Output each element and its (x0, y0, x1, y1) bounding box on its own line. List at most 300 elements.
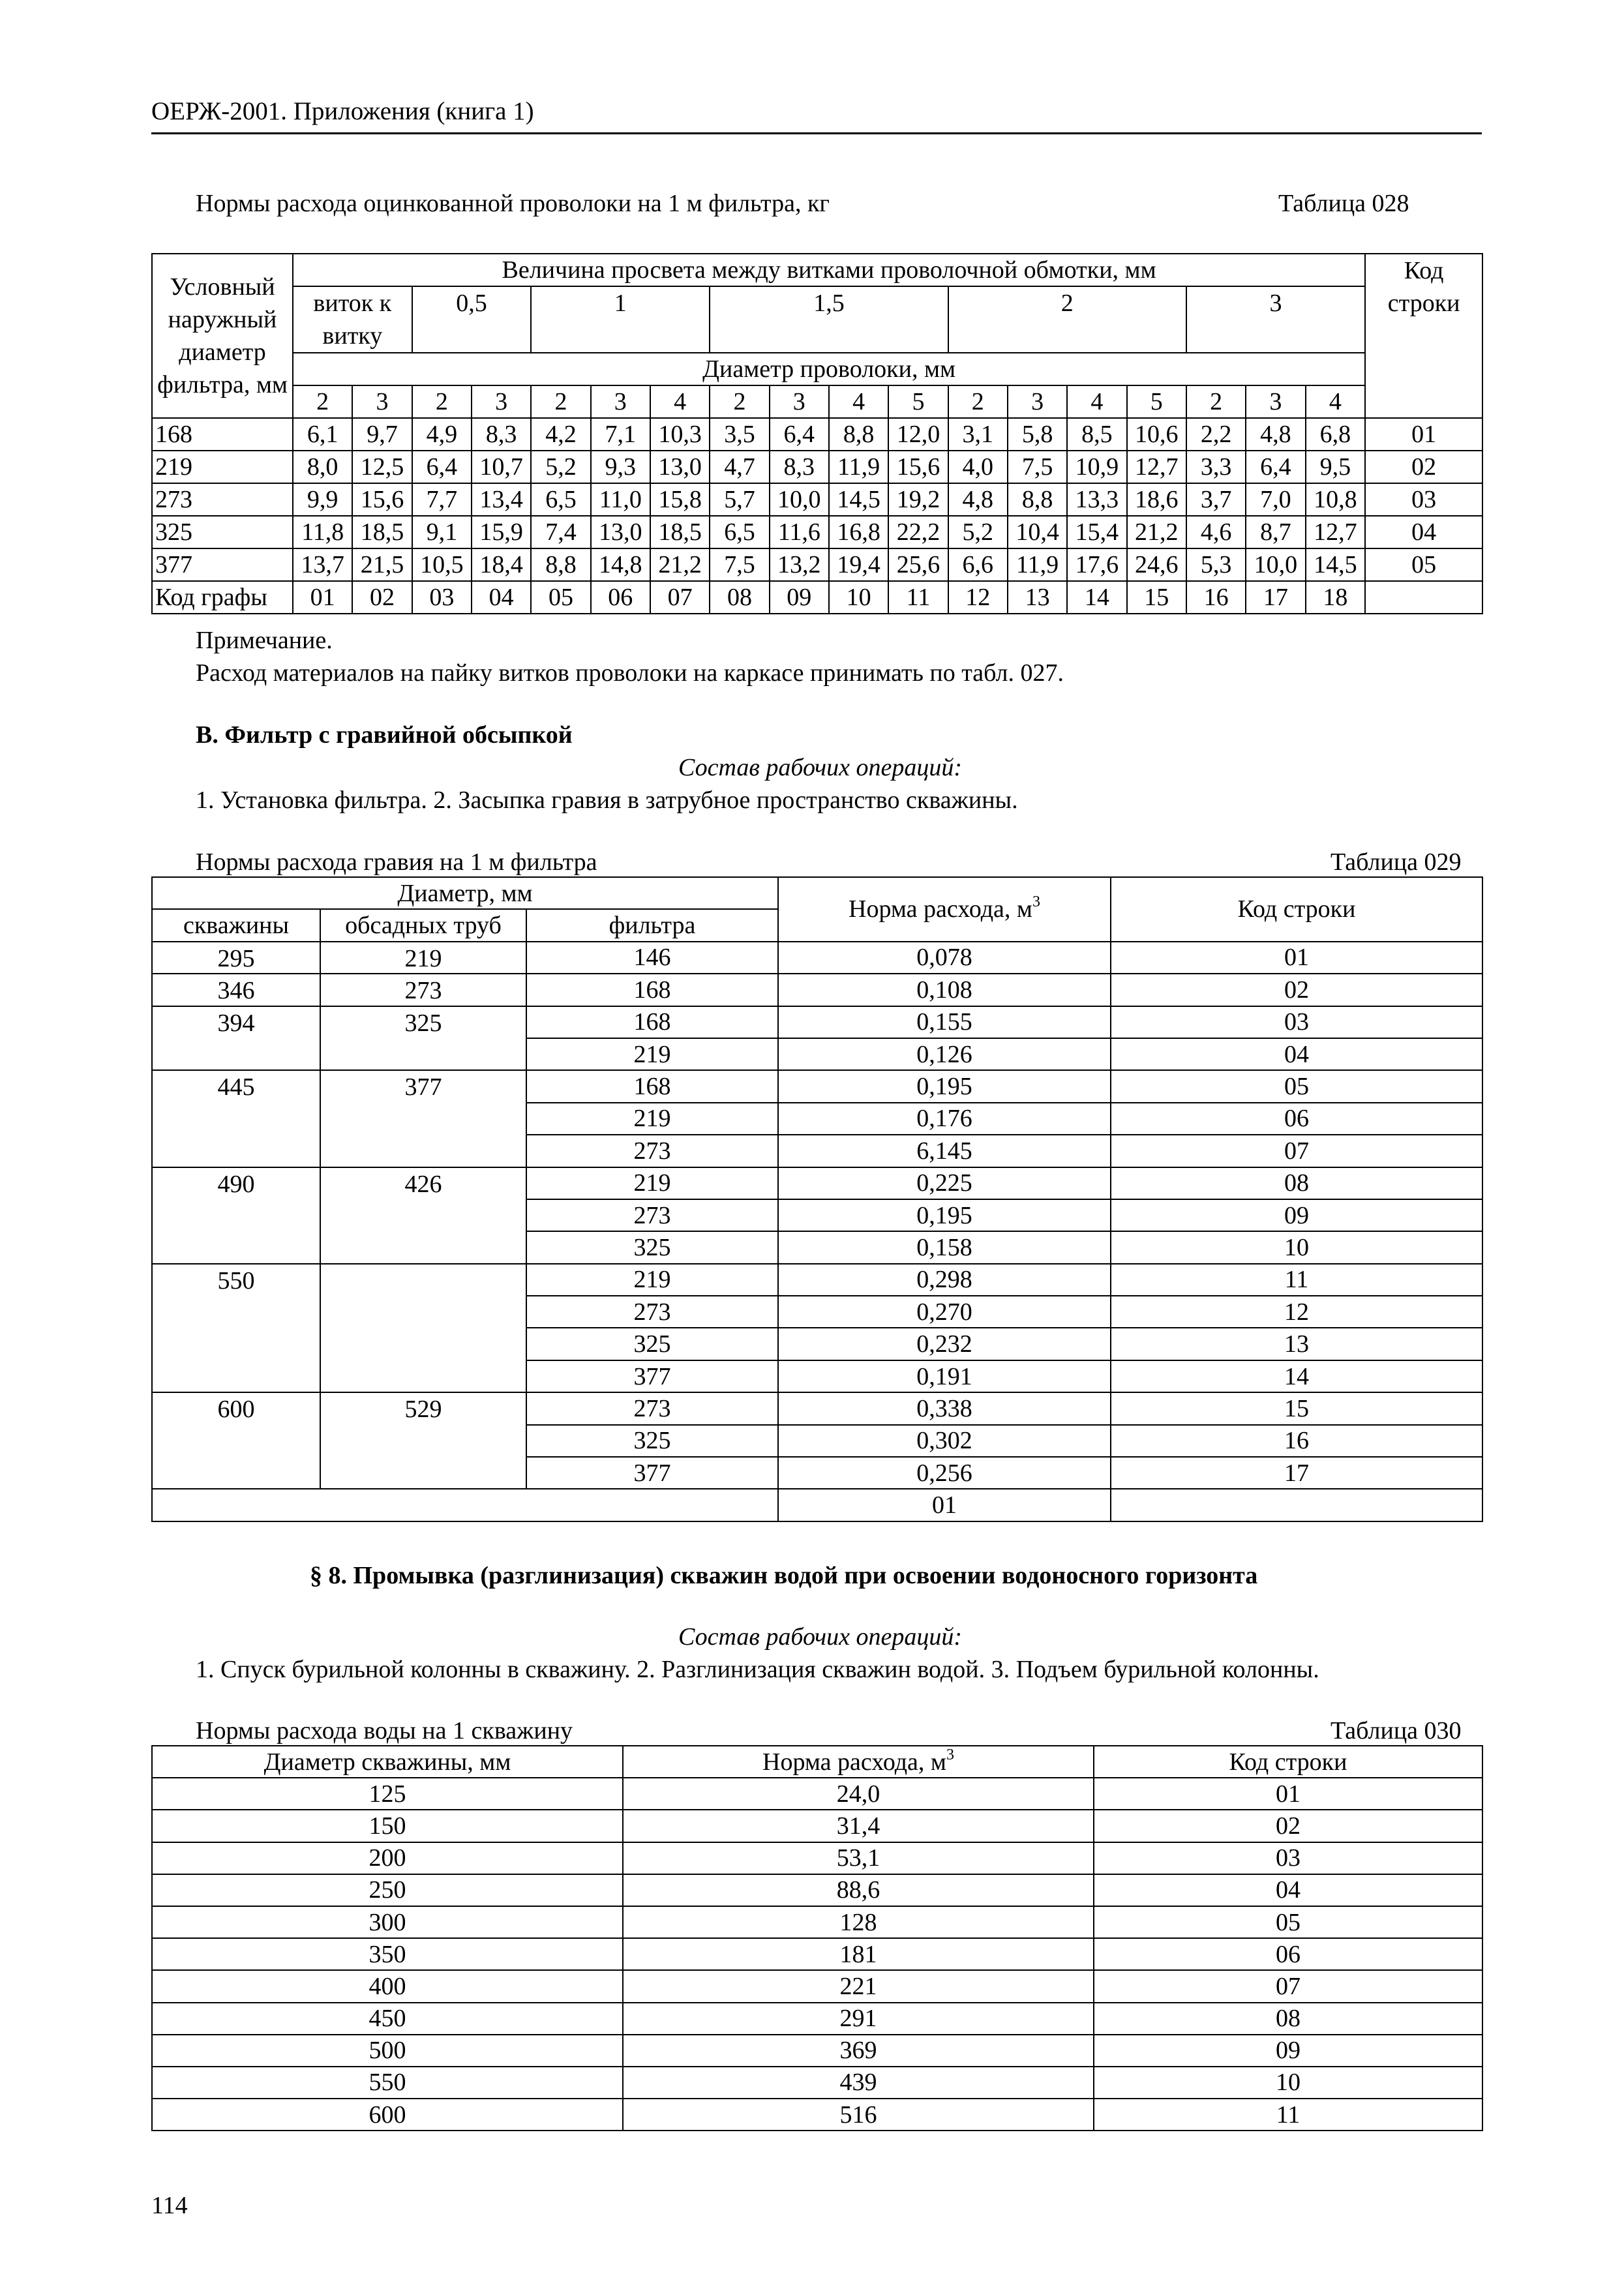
t029-head-row-1 (152, 877, 1482, 909)
table-row (152, 516, 1482, 548)
t030-norm: 439 (623, 2067, 1094, 2099)
t028-cell: 8,7 (1246, 516, 1305, 548)
t029-casing: 377 (320, 1070, 526, 1167)
table-row (152, 1392, 1482, 1424)
t028-cell: 5,2 (531, 451, 590, 483)
t028-colcode: 14 (1067, 581, 1126, 614)
t029-filter: 273 (526, 1296, 778, 1328)
t028-cell: 21,2 (1127, 516, 1186, 548)
t028-cell: 9,5 (1306, 451, 1366, 483)
t028-cell: 10,4 (1008, 516, 1067, 548)
t028-wire-1: 3 (352, 385, 412, 418)
t029-footer-empty-2 (1111, 1489, 1482, 1521)
t028-colcode: 10 (829, 581, 888, 614)
t030-code: 01 (1094, 1778, 1482, 1810)
t028-cell: 11,8 (293, 516, 352, 548)
t028-colcode: 13 (1008, 581, 1067, 614)
t029-well: 490 (152, 1167, 320, 1264)
t030-code: 10 (1094, 2067, 1482, 2099)
t029-casing (320, 1264, 526, 1393)
t029-code: 08 (1111, 1167, 1482, 1199)
t028-cell: 19,2 (888, 483, 948, 516)
t028-colcode: 07 (650, 581, 710, 614)
t028-cell: 8,5 (1067, 418, 1126, 451)
table-row (152, 1070, 1482, 1102)
t028-colcode: 17 (1246, 581, 1305, 614)
t028-cell: 13,3 (1067, 483, 1126, 516)
t029-norm: 0,126 (778, 1038, 1111, 1070)
t028-cell: 10,5 (412, 548, 472, 581)
t028-wire-9: 4 (829, 385, 888, 418)
t029-filter: 219 (526, 1167, 778, 1199)
t028-cell: 13,2 (770, 548, 829, 581)
t028-cell: 8,8 (1008, 483, 1067, 516)
t028-colcode-empty (1365, 581, 1482, 614)
t030-norm: 53,1 (623, 1842, 1094, 1874)
t028-cell: 19,4 (829, 548, 888, 581)
t029-norm: 0,270 (778, 1296, 1111, 1328)
t029-well: 600 (152, 1392, 320, 1489)
t028-cell: 10,7 (472, 451, 531, 483)
t029-code: 05 (1111, 1070, 1482, 1102)
table-row (152, 483, 1482, 516)
t028-cell: 10,9 (1067, 451, 1126, 483)
t029-code: 04 (1111, 1038, 1482, 1070)
t029-norm: 0,302 (778, 1425, 1111, 1457)
t028-cell: 4,6 (1186, 516, 1246, 548)
table-row (152, 1264, 1482, 1296)
t028-head-row-1 (152, 254, 1482, 286)
section-8-ops-title: Состав рабочих операций: (678, 1623, 963, 1651)
t030-diam: 500 (152, 2035, 623, 2067)
t028-cell: 7,0 (1246, 483, 1305, 516)
table029-label: Таблица 029 (1331, 848, 1462, 876)
t028-row-code: 05 (1365, 548, 1482, 581)
table-row (152, 418, 1482, 451)
t028-cell: 12,5 (352, 451, 412, 483)
t028-cell: 18,6 (1127, 483, 1186, 516)
t028-cell: 8,8 (531, 548, 590, 581)
t028-colcode: 01 (293, 581, 352, 614)
t029-casing: 529 (320, 1392, 526, 1489)
t029-norm: 0,176 (778, 1103, 1111, 1135)
t029-head-filter: фильтра (526, 909, 778, 941)
t028-cell: 5,2 (948, 516, 1008, 548)
t029-casing: 325 (320, 1006, 526, 1071)
t029-footer-empty (152, 1489, 778, 1521)
t029-filter: 273 (526, 1135, 778, 1167)
t028-gap-1: 0,5 (412, 286, 532, 353)
t028-cell: 16,8 (829, 516, 888, 548)
t028-cell: 10,3 (650, 418, 710, 451)
t029-norm: 0,232 (778, 1328, 1111, 1360)
t030-diam: 400 (152, 1970, 623, 2002)
section-8-ops: 1. Спуск бурильной колонны в скважину. 2. Разглинизация скважин водой. 3. Подъем бурильной колонны. (196, 1656, 1319, 1683)
t028-gap-5: 3 (1186, 286, 1365, 353)
t029-well: 445 (152, 1070, 320, 1167)
t028-gap-2: 1 (531, 286, 710, 353)
table-row (152, 1810, 1482, 1842)
t028-cell: 8,0 (293, 451, 352, 483)
t028-cell: 8,3 (770, 451, 829, 483)
t030-code: 03 (1094, 1842, 1482, 1874)
table-row (152, 1006, 1482, 1038)
t028-cell: 21,2 (650, 548, 710, 581)
t029-filter: 325 (526, 1231, 778, 1263)
t028-cell: 12,7 (1306, 516, 1366, 548)
t028-wire-3: 3 (472, 385, 531, 418)
t028-cell: 13,4 (472, 483, 531, 516)
t028-cell: 4,0 (948, 451, 1008, 483)
table-row (152, 2035, 1482, 2067)
table-row (152, 548, 1482, 581)
t028-cell: 6,6 (948, 548, 1008, 581)
t029-filter: 325 (526, 1425, 778, 1457)
t028-cell: 9,1 (412, 516, 472, 548)
table-row (152, 1906, 1482, 1938)
t030-code: 05 (1094, 1906, 1482, 1938)
t028-cell: 7,5 (710, 548, 769, 581)
t030-head-row (152, 1746, 1482, 1778)
t029-well: 346 (152, 974, 320, 1006)
t028-cell: 14,5 (829, 483, 888, 516)
t029-filter: 273 (526, 1199, 778, 1231)
table-row (152, 451, 1482, 483)
t029-code: 09 (1111, 1199, 1482, 1231)
table028-label: Таблица 028 (1278, 190, 1409, 217)
t028-row-diam: 219 (152, 451, 293, 483)
t030-diam: 150 (152, 1810, 623, 1842)
t028-cell: 18,4 (472, 548, 531, 581)
t030-head-norm-sup: 3 (946, 1746, 954, 1763)
t029-code: 13 (1111, 1328, 1482, 1360)
t028-cell: 18,5 (352, 516, 412, 548)
t028-colcode: 04 (472, 581, 531, 614)
t028-cell: 4,8 (1246, 418, 1305, 451)
t028-colcode-label: Код графы (152, 581, 293, 614)
t028-head-row-4 (152, 385, 1482, 418)
t028-head-row-2 (152, 286, 1482, 353)
t029-norm: 0,256 (778, 1457, 1111, 1489)
t030-code: 04 (1094, 1874, 1482, 1906)
table-row (152, 2067, 1482, 2099)
t028-cell: 13,0 (591, 516, 650, 548)
table-row (152, 942, 1482, 974)
t029-code: 11 (1111, 1264, 1482, 1296)
t029-footer-code: 01 (778, 1489, 1111, 1521)
t029-code: 16 (1111, 1425, 1482, 1457)
t028-cell: 15,6 (888, 451, 948, 483)
t028-colcode: 02 (352, 581, 412, 614)
t028-cell: 9,7 (352, 418, 412, 451)
t029-head-casing: обсадных труб (320, 909, 526, 941)
t029-filter: 219 (526, 1103, 778, 1135)
t030-code: 06 (1094, 1938, 1482, 1970)
t029-norm: 0,158 (778, 1231, 1111, 1263)
t028-cell: 10,0 (1246, 548, 1305, 581)
t029-norm: 0,108 (778, 974, 1111, 1006)
t029-code: 14 (1111, 1360, 1482, 1392)
t030-diam: 250 (152, 1874, 623, 1906)
t029-head-norm: Норма расхода, $м^3$ (778, 877, 1111, 942)
t028-wire-8: 3 (770, 385, 829, 418)
table-029 (151, 876, 1483, 1522)
t028-wire-10: 5 (888, 385, 948, 418)
t029-filter: 219 (526, 1264, 778, 1296)
t028-cell: 3,3 (1186, 451, 1246, 483)
t029-code: 06 (1111, 1103, 1482, 1135)
t028-row-diam: 377 (152, 548, 293, 581)
t028-cell: 7,7 (412, 483, 472, 516)
header-rule (151, 132, 1482, 134)
table028-caption: Нормы расхода оцинкованной проволоки на 1 м фильтра, кг (196, 190, 830, 217)
t028-colcode: 05 (531, 581, 590, 614)
t028-wire-4: 2 (531, 385, 590, 418)
t029-norm: 0,195 (778, 1070, 1111, 1102)
t029-code: 01 (1111, 942, 1482, 974)
section-b-title: В. Фильтр с гравийной обсыпкой (196, 721, 573, 749)
t030-norm: 369 (623, 2035, 1094, 2067)
table-row (152, 1874, 1482, 1906)
t029-norm: 0,338 (778, 1392, 1111, 1424)
t030-norm: 128 (623, 1906, 1094, 1938)
t028-cell: 3,1 (948, 418, 1008, 451)
t028-head-code: Код строки (1365, 254, 1482, 418)
section-b-ops-title: Состав рабочих операций: (678, 754, 963, 781)
t028-cell: 15,9 (472, 516, 531, 548)
t028-cell: 9,3 (591, 451, 650, 483)
t029-filter: 325 (526, 1328, 778, 1360)
t029-norm: 0,155 (778, 1006, 1111, 1038)
t028-colcode: 12 (948, 581, 1008, 614)
t028-cell: 21,5 (352, 548, 412, 581)
table-row (152, 2099, 1482, 2131)
table-row (152, 1970, 1482, 2002)
t028-cell: 7,1 (591, 418, 650, 451)
table-row (152, 1938, 1482, 1970)
t028-cell: 14,8 (591, 548, 650, 581)
t030-head-diam: Диаметр скважины, мм (152, 1746, 623, 1778)
t028-cell: 11,9 (1008, 548, 1067, 581)
t028-gap-3: 1,5 (710, 286, 948, 353)
t028-cell: 6,4 (1246, 451, 1305, 483)
t028-cell: 11,0 (591, 483, 650, 516)
t029-footer-row (152, 1489, 1482, 1521)
t030-norm: 88,6 (623, 1874, 1094, 1906)
table028-note-title: Примечание. (196, 627, 333, 654)
table-row (152, 1778, 1482, 1810)
t028-cell: 22,2 (888, 516, 948, 548)
t028-wire-12: 3 (1008, 385, 1067, 418)
t028-cell: 4,7 (710, 451, 769, 483)
t028-cell: 18,5 (650, 516, 710, 548)
t029-head-norm-sup: 3 (1032, 893, 1040, 911)
t030-code: 08 (1094, 2003, 1482, 2035)
t028-wire-16: 3 (1246, 385, 1305, 418)
t028-wire-2: 2 (412, 385, 472, 418)
t028-wire-17: 4 (1306, 385, 1366, 418)
t029-filter: 168 (526, 974, 778, 1006)
t028-head-row-3 (152, 353, 1482, 385)
t028-cell: 6,4 (770, 418, 829, 451)
t028-colcode: 09 (770, 581, 829, 614)
t029-code: 12 (1111, 1296, 1482, 1328)
t030-diam: 125 (152, 1778, 623, 1810)
t029-filter: 168 (526, 1070, 778, 1102)
t029-filter: 146 (526, 942, 778, 974)
table-028 (151, 253, 1483, 614)
t029-filter: 377 (526, 1457, 778, 1489)
t029-casing: 273 (320, 974, 526, 1006)
section-8-title: § 8. Промывка (разглинизация) скважин водой при освоении водоносного горизонта (310, 1562, 1258, 1589)
t028-cell: 10,0 (770, 483, 829, 516)
t030-norm: 291 (623, 2003, 1094, 2035)
t028-cell: 10,8 (1306, 483, 1366, 516)
t028-wire-7: 2 (710, 385, 769, 418)
t029-filter: 273 (526, 1392, 778, 1424)
t028-cell: 6,8 (1306, 418, 1366, 451)
t029-norm: 0,191 (778, 1360, 1111, 1392)
t028-row-code: 01 (1365, 418, 1482, 451)
t028-cell: 5,3 (1186, 548, 1246, 581)
t028-cell: 5,8 (1008, 418, 1067, 451)
t029-filter: 168 (526, 1006, 778, 1038)
t028-cell: 6,1 (293, 418, 352, 451)
page-number: 114 (151, 2192, 188, 2219)
t030-diam: 200 (152, 1842, 623, 1874)
t028-head-gap: Величина просвета между витками проволочной обмотки, мм (293, 254, 1365, 286)
t028-cell: 7,4 (531, 516, 590, 548)
t029-code: 15 (1111, 1392, 1482, 1424)
t028-cell: 9,9 (293, 483, 352, 516)
t030-code: 02 (1094, 1810, 1482, 1842)
t030-norm: 31,4 (623, 1810, 1094, 1842)
t028-colcode: 06 (591, 581, 650, 614)
t028-cell: 2,2 (1186, 418, 1246, 451)
t028-row-code: 03 (1365, 483, 1482, 516)
t028-colcode: 08 (710, 581, 769, 614)
t028-cell: 3,5 (710, 418, 769, 451)
t030-diam: 600 (152, 2099, 623, 2131)
t028-wire-6: 4 (650, 385, 710, 418)
t029-norm: 0,298 (778, 1264, 1111, 1296)
table-row (152, 2003, 1482, 2035)
t028-head-diam: Условный наружный диаметр фильтра, мм (152, 254, 293, 418)
t029-code: 02 (1111, 974, 1482, 1006)
t028-row-code: 02 (1365, 451, 1482, 483)
t028-colcode: 15 (1127, 581, 1186, 614)
t029-norm: 6,145 (778, 1135, 1111, 1167)
t029-code: 03 (1111, 1006, 1482, 1038)
table-030 (151, 1745, 1483, 2131)
t028-cell: 8,8 (829, 418, 888, 451)
t028-wire-13: 4 (1067, 385, 1126, 418)
t028-cell: 24,6 (1127, 548, 1186, 581)
t028-cell: 13,7 (293, 548, 352, 581)
t028-colcode-row (152, 581, 1482, 614)
t028-cell: 17,6 (1067, 548, 1126, 581)
t028-gap-4: 2 (948, 286, 1186, 353)
t029-norm: 0,078 (778, 942, 1111, 974)
t029-well: 295 (152, 942, 320, 974)
t029-code: 10 (1111, 1231, 1482, 1263)
table029-caption: Нормы расхода гравия на 1 м фильтра (196, 848, 597, 876)
running-header: ОЕРЖ-2001. Приложения (книга 1) (151, 97, 534, 125)
t028-cell: 15,6 (352, 483, 412, 516)
t030-diam: 550 (152, 2067, 623, 2099)
t029-casing: 219 (320, 942, 526, 974)
t028-wire-15: 2 (1186, 385, 1246, 418)
t029-head-well: скважины (152, 909, 320, 941)
t028-head-wire: Диаметр проволоки, мм (293, 353, 1365, 385)
t028-cell: 14,5 (1306, 548, 1366, 581)
t028-cell: 11,9 (829, 451, 888, 483)
t028-cell: 12,7 (1127, 451, 1186, 483)
section-b-ops: 1. Установка фильтра. 2. Засыпка гравия в затрубное пространство скважины. (196, 786, 1018, 814)
t028-cell: 15,4 (1067, 516, 1126, 548)
t029-well: 550 (152, 1264, 320, 1393)
table030-caption: Нормы расхода воды на 1 скважину (196, 1717, 573, 1744)
t030-norm: 181 (623, 1938, 1094, 1970)
t028-row-diam: 168 (152, 418, 293, 451)
t029-well: 394 (152, 1006, 320, 1071)
t029-head-code: Код строки (1111, 877, 1482, 942)
table-row (152, 1842, 1482, 1874)
t028-cell: 25,6 (888, 548, 948, 581)
t028-cell: 5,7 (710, 483, 769, 516)
t030-diam: 450 (152, 2003, 623, 2035)
t030-code: 09 (1094, 2035, 1482, 2067)
t030-norm: 221 (623, 1970, 1094, 2002)
t028-cell: 12,0 (888, 418, 948, 451)
t028-colcode: 11 (888, 581, 948, 614)
t028-cell: 4,8 (948, 483, 1008, 516)
t029-head-diam: Диаметр, мм (152, 877, 778, 909)
t029-filter: 219 (526, 1038, 778, 1070)
t028-wire-0: 2 (293, 385, 352, 418)
t030-code: 07 (1094, 1970, 1482, 2002)
t030-norm: 24,0 (623, 1778, 1094, 1810)
table028-note-text: Расход материалов на пайку витков проволоки на каркасе принимать по табл. 027. (196, 659, 1064, 687)
t028-wire-14: 5 (1127, 385, 1186, 418)
table-row (152, 974, 1482, 1006)
t030-diam: 350 (152, 1938, 623, 1970)
t028-colcode: 18 (1306, 581, 1366, 614)
t028-colcode: 16 (1186, 581, 1246, 614)
t028-wire-5: 3 (591, 385, 650, 418)
t030-norm: 516 (623, 2099, 1094, 2131)
table-row (152, 1167, 1482, 1199)
t028-cell: 3,7 (1186, 483, 1246, 516)
t028-cell: 6,5 (531, 483, 590, 516)
t030-head-norm: Норма расхода, $м^3$ (623, 1746, 1094, 1778)
t028-row-diam: 325 (152, 516, 293, 548)
t028-cell: 6,5 (710, 516, 769, 548)
t028-cell: 11,6 (770, 516, 829, 548)
t028-cell: 4,9 (412, 418, 472, 451)
t028-colcode: 03 (412, 581, 472, 614)
t028-cell: 7,5 (1008, 451, 1067, 483)
t030-code: 11 (1094, 2099, 1482, 2131)
t028-cell: 6,4 (412, 451, 472, 483)
t029-casing: 426 (320, 1167, 526, 1264)
table030-label: Таблица 030 (1331, 1717, 1462, 1744)
t028-row-diam: 273 (152, 483, 293, 516)
t029-norm: 0,225 (778, 1167, 1111, 1199)
t030-diam: 300 (152, 1906, 623, 1938)
t028-cell: 13,0 (650, 451, 710, 483)
t029-norm: 0,195 (778, 1199, 1111, 1231)
